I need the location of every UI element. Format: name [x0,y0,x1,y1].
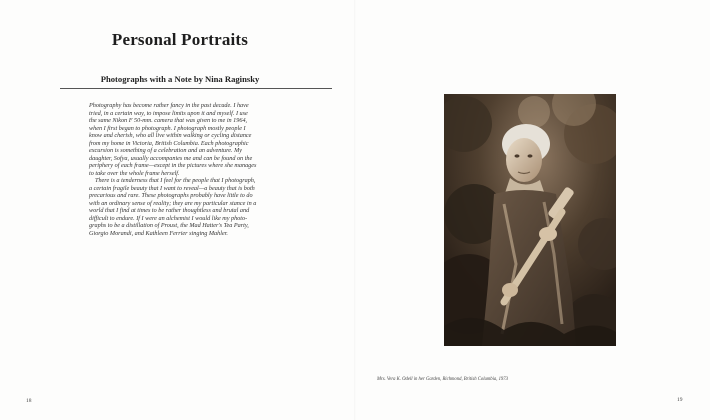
essay-line: when I first began to photograph. I photograph mostly people I [89,124,246,132]
essay-line: excursion is something of a celebration and an adventure. My [89,147,243,154]
essay-line: There is a tenderness that I feel for the people that I photograph, [95,177,256,184]
essay-body [89,102,312,237]
essay-line: graphs to be a distillation of Proust, the Mad Hatter's Tea Party, [89,222,249,229]
photo-caption: Mrs. Vera K. Odell in her Garden, Richmond, British Columbia, 1973 [377,377,508,382]
essay-line: daughter, Sofya, usually accompanies me and can be found on the [89,154,253,162]
essay-line: know and cherish, who all live within walking or cycling distance [89,132,252,139]
essay-line: periphery of each frame—except in the pictures where she manages [89,162,257,169]
essay-line: from my home in Victoria, British Columbia. Each photographic [89,139,249,147]
portrait-image [444,94,616,346]
essay-line: a certain fragile beauty that I want to reveal—a beauty that is both [89,184,255,192]
essay-line: Photography has become rather fancy in the past decade. I have [89,102,249,109]
title-rule [60,88,332,89]
page-subtitle: Photographs with a Note by Nina Raginsky [100,74,260,84]
page-number-left: 18 [26,398,32,404]
gutter [354,0,356,420]
page-number-right: 19 [677,397,683,403]
essay-line: the same Nikon F 50-mm. camera that was given to me in 1964, [89,117,248,124]
essay-line: difficult to endure. If I were an alchemist I would like my photo- [89,214,248,222]
essay-line: world that I find at times to be rather thoughtless and brutal and [89,207,250,214]
essay-line: with an ordinary sense of reality; they are my particular stance in a [89,199,257,207]
portrait-photograph [444,94,616,346]
essay-line: Giorgio Morandi, and Kathleen Ferrier singing Mahler. [89,229,228,237]
page-title: Personal Portraits [111,30,249,49]
essay-line: to take over the whole frame herself. [89,169,180,177]
essay-line: precarious and rare. These photographs probably have little to do [89,192,253,199]
essay-line: tried, in a certain way, to impose limits upon it and myself. I use [89,109,248,117]
